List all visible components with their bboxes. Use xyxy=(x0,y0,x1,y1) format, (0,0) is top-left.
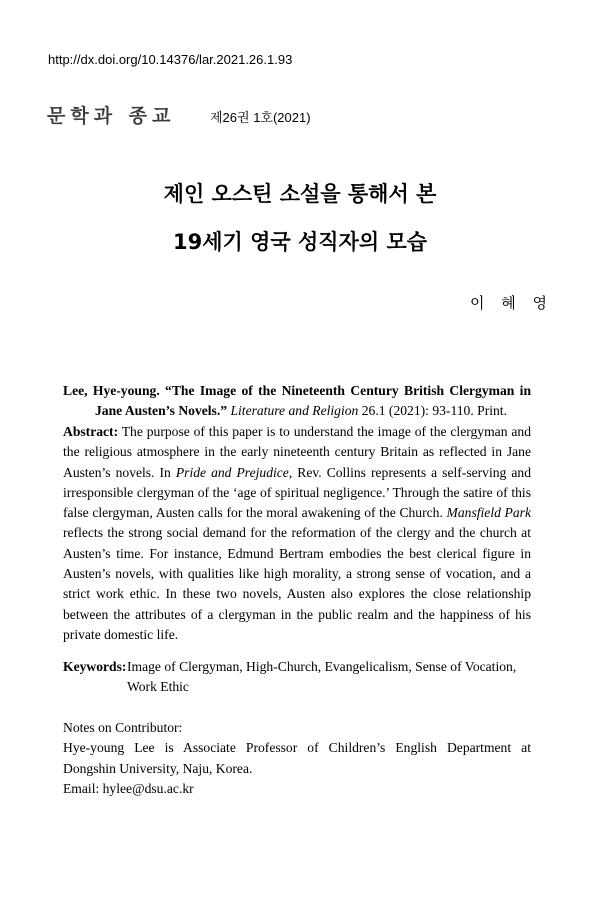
abstract-text-3: reflects the strong social demand for the reformation of the clergy and the church at Austen’s time. For instance, Edmund Bertram embodies the best clerical figure in Austen’s novels, with qualities like high morality, a strong sense of vocation, and a strict work ethic. In these two novels, Austen also explores the close relationship between the attributes of a clergyman in the public realm and the happiness of his private domestic life. xyxy=(63,525,531,642)
citation-authors-title: Lee, Hye-young. “The Image of the Nineteenth Century British Clergyman in Jane Austen’s Novels.” xyxy=(63,383,531,419)
contributor-notes xyxy=(63,718,531,799)
abstract-title-mansfield: Mansfield Park xyxy=(446,505,531,521)
keywords-text: Image of Clergyman, High-Church, Evangelicalism, Sense of Vocation, Work Ethic xyxy=(127,659,517,695)
contributor-email[interactable]: Email: hylee@dsu.ac.kr xyxy=(63,780,194,796)
contributor-heading: Notes on Contributor: xyxy=(63,720,183,735)
contributor-line-2: Dongshin University, Naju, Korea. xyxy=(63,760,253,776)
citation xyxy=(63,381,531,422)
keywords-label: Keywords: xyxy=(63,659,127,674)
title-line-1: 제인 오스틴 소설을 통해서 본 xyxy=(163,182,437,206)
abstract-text-2: , Rev. Collins represents a self-serving and irresponsible clergyman of the ‘age of spiritual negligence.’ Through the satire of this false clergyman, Austen calls for the moral awakening of the Church. xyxy=(63,464,531,521)
citation-details: 26.1 (2021): 93-110. Print. xyxy=(358,403,507,419)
title-line-2: 19세기 영국 성직자의 모습 xyxy=(172,230,428,254)
keywords xyxy=(63,657,531,698)
abstract-label: Abstract: xyxy=(63,424,119,439)
author-name: 이 혜 영 xyxy=(470,294,554,312)
citation-journal: Literature and Religion xyxy=(230,403,359,419)
abstract-title-pride: Pride and Prejudice xyxy=(175,464,289,480)
journal-name: 문학과 종교 xyxy=(47,105,176,127)
contributor-line-1: Hye-young Lee is Associate Professor of Children’s English Department at xyxy=(63,740,531,756)
doi-link[interactable]: http://dx.doi.org/10.14376/lar.2021.26.1.93 xyxy=(48,52,293,67)
issue-number: 제26권 1호(2021) xyxy=(210,110,311,125)
abstract-text-1: The purpose of this paper is to understand the image of the clergyman and the religious atmosphere in the early nineteenth century Britain as reflected in Jane Austen’s novels. In xyxy=(63,424,531,480)
abstract xyxy=(63,422,531,645)
